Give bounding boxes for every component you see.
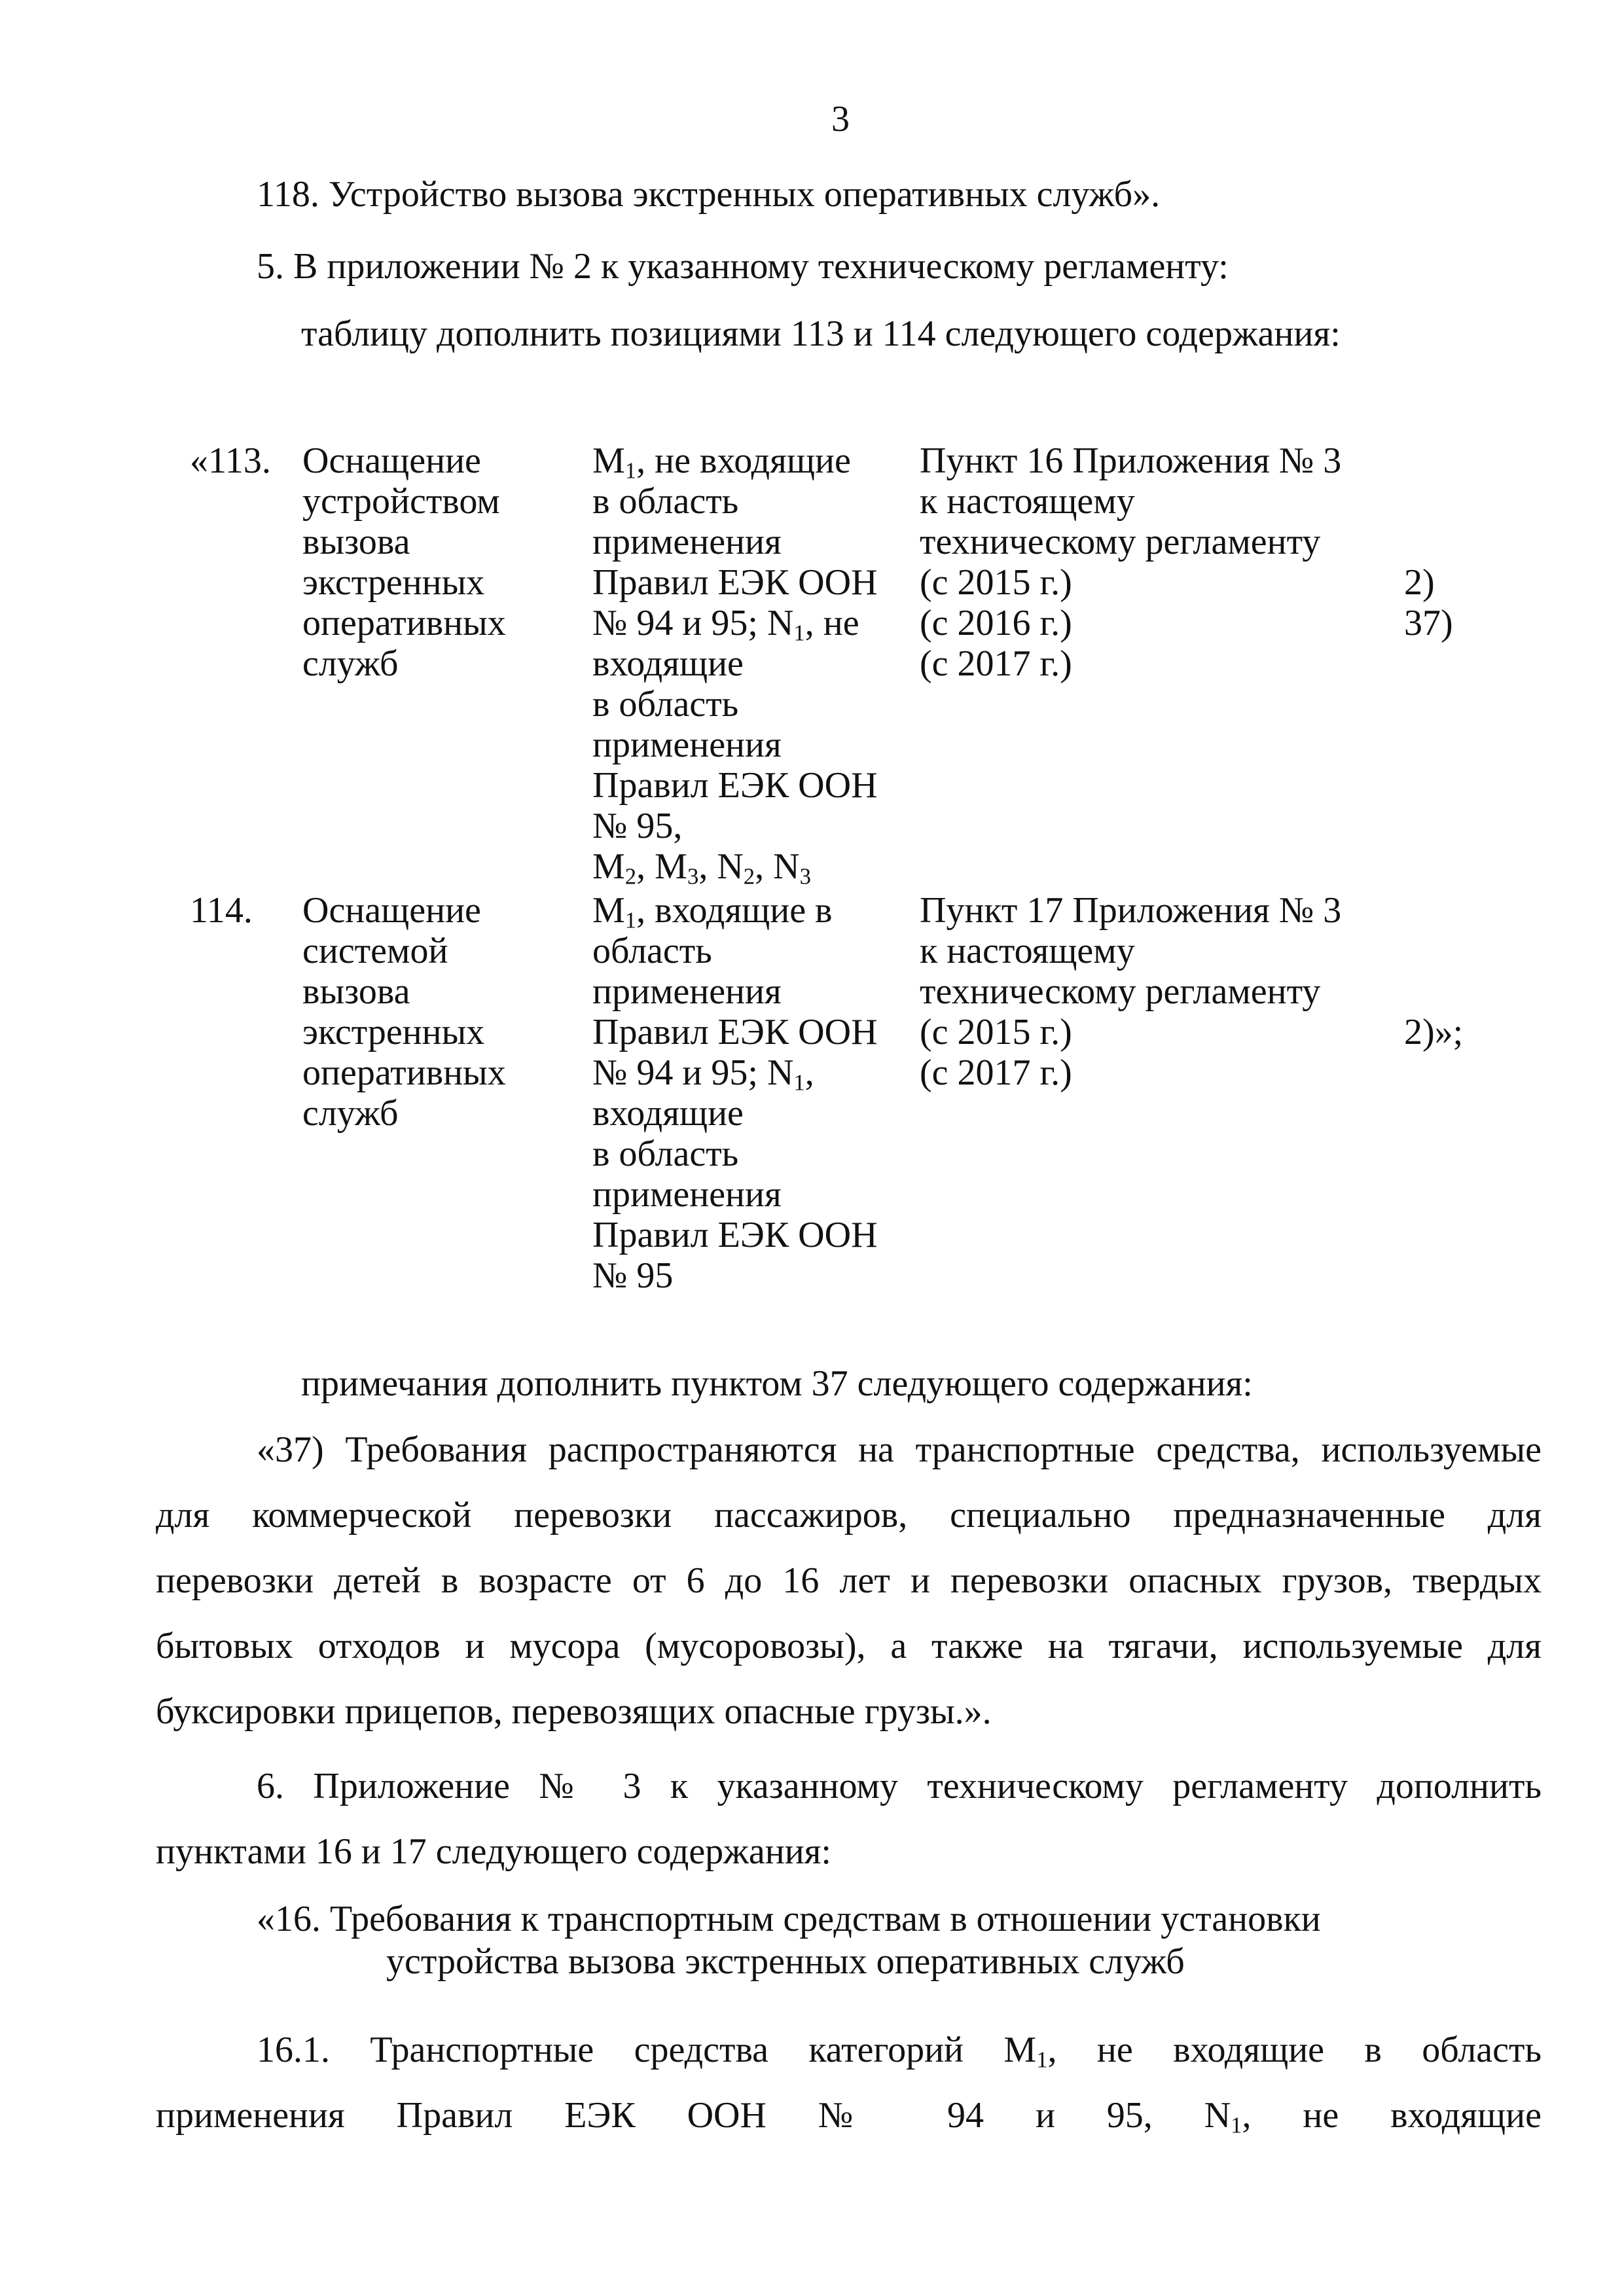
para-16-1-line: 16.1. Транспортные средства категорий $М_1$, не входящие в область: [257, 2030, 1542, 2073]
para-16-1-line: применения Правил ЕЭК ООН № 94 и 95, $N_1$, не входящие: [156, 2095, 1542, 2138]
item-118: 118. Устройство вызова экстренных оперативных служб».: [257, 174, 1161, 215]
item-6-line: 6. Приложение № 3 к указанному техническому регламенту дополнить: [257, 1766, 1542, 1806]
note-37-line: перевозки детей в возрасте от 6 до 16 лет и перевозки опасных грузов, твердых: [156, 1560, 1542, 1601]
item-5: 5. В приложении № 2 к указанному техническому регламенту:: [257, 246, 1229, 287]
row-notes: 2)»;: [1404, 1012, 1464, 1052]
row-notes: 2) 37): [1404, 562, 1453, 643]
note-37-line: для коммерческой перевозки пассажиров, специально предназначенные для: [156, 1495, 1542, 1535]
notes-intro: примечания дополнить пунктом 37 следующего содержания:: [301, 1363, 1253, 1404]
row-categories: $М_1$, входящие в область применения Правил ЕЭК ООН № 94 и 95; $N_1$, входящие в область применения Правил ЕЭК ООН № 95: [592, 890, 878, 1296]
note-37-line: буксировки прицепов, перевозящих опасные грузы.».: [156, 1691, 992, 1732]
row-reference: Пункт 17 Приложения № 3 к настоящему техническому регламенту (с 2015 г.) (с 2017 г.): [920, 890, 1342, 1093]
item-6-line: пунктами 16 и 17 следующего содержания:: [156, 1831, 831, 1872]
row-name: Оснащение системой вызова экстренных оперативных служб: [302, 890, 506, 1134]
note-37-line: бытовых отходов и мусора (мусоровозы), а также на тягачи, используемые для: [156, 1626, 1542, 1666]
row-reference: Пункт 16 Приложения № 3 к настоящему техническому регламенту (с 2015 г.) (с 2016 г.) (с 2017 г.): [920, 440, 1342, 684]
page-number: 3: [831, 99, 850, 139]
note-37-line: «37) Требования распространяются на транспортные средства, используемые: [257, 1429, 1542, 1470]
row-number: «113.: [190, 440, 271, 481]
section-title: «16. Требования к транспортным средствам в отношении установки: [257, 1899, 1321, 1939]
section-title: устройства вызова экстренных оперативных служб: [386, 1941, 1185, 1982]
row-name: Оснащение устройством вызова экстренных оперативных служб: [302, 440, 506, 684]
row-categories: $М_1$, не входящие в область применения Правил ЕЭК ООН № 94 и 95; $N_1$, не входящие в область применения Правил ЕЭК ООН № 95, $М_2$, $М_3$, $N_2$, $N_3$: [592, 440, 878, 889]
table-intro: таблицу дополнить позициями 113 и 114 следующего содержания:: [301, 314, 1341, 354]
row-number: 114.: [190, 890, 253, 931]
